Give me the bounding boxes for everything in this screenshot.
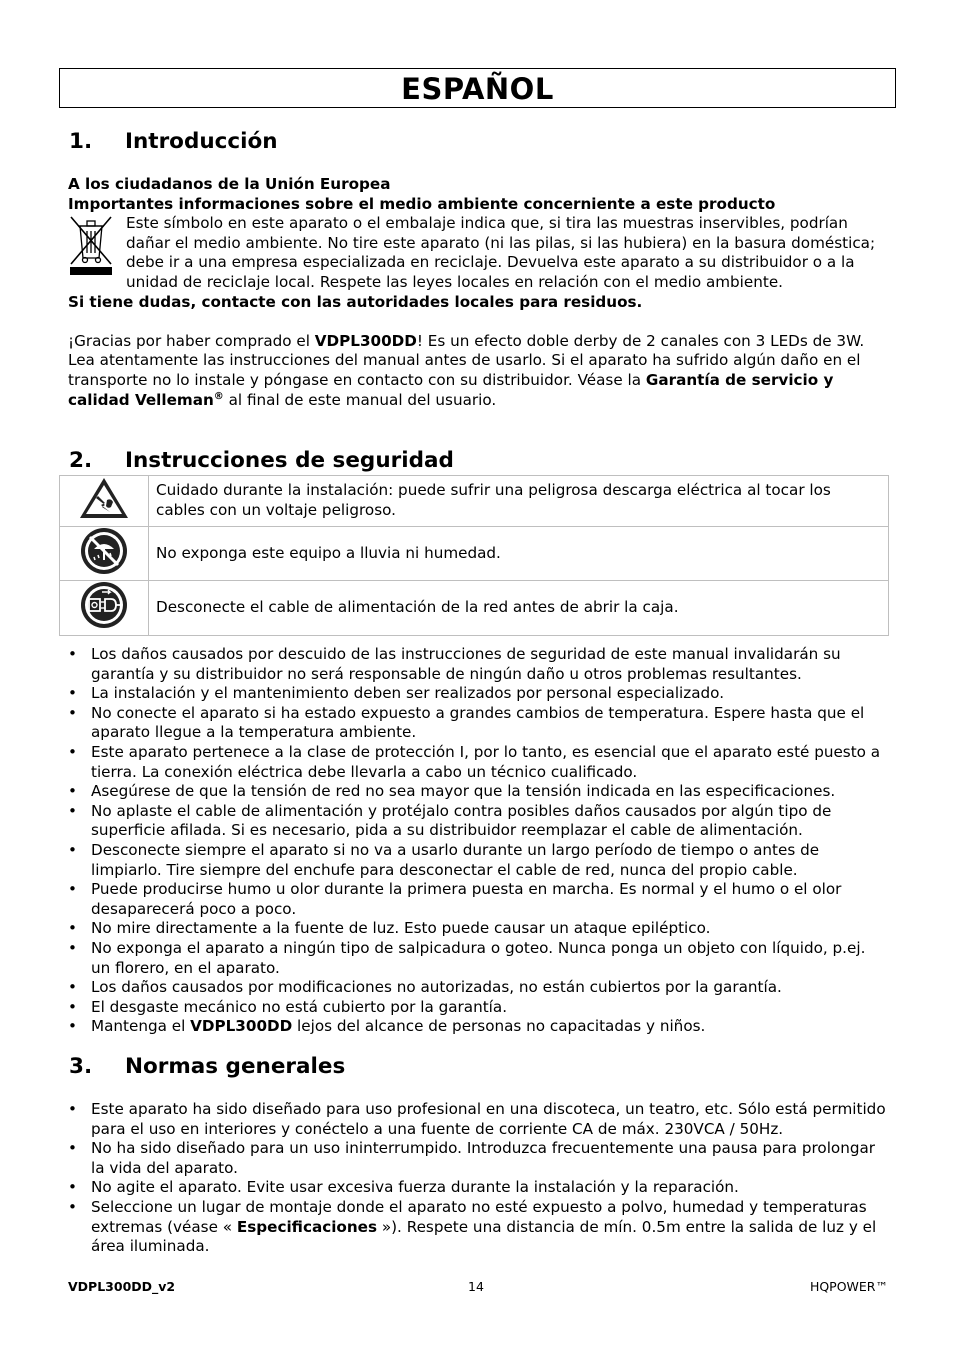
list-item: • Este aparato pertenece a la clase de protección I, por lo tanto, es esencial que el aparato esté puesto a tierra. La conexión eléctrica debe llevarla a cabo un técnico cualificado. [68, 743, 886, 782]
general-guidelines-list [68, 1100, 886, 1257]
safety-row [60, 476, 889, 527]
section-heading-intro [69, 129, 278, 155]
eu-heading: A los ciudadanos de la Unión Europea [68, 175, 391, 193]
page-title-box [59, 68, 896, 108]
list-item-text: lejos del alcance de personas no capacitadas y niños. [292, 1017, 706, 1036]
no-rain-moisture-icon [80, 527, 128, 575]
list-item-text: Mantenga el [91, 1017, 191, 1036]
safety-icon-cell [60, 581, 149, 636]
list-item: • Puede producirse humo u olor durante la primera puesta en marcha. Es normal y el humo o el olor desaparecerá poco a poco. [68, 880, 886, 919]
section-title: Introducción [125, 129, 278, 154]
safety-icon-cell [60, 526, 149, 581]
safety-instructions-list [68, 645, 886, 1037]
footer-brand: HQPOWER™ [809, 1279, 888, 1294]
list-item: • No exponga el aparato a ningún tipo de salpicadura o goteo. Nunca ponga un objeto con líquido, p.ej. un florero, en el aparato. [68, 939, 886, 978]
list-item: • Asegúrese de que la tensión de red no sea mayor que la tensión indicada en las especificaciones. [68, 782, 886, 802]
list-item: • No mire directamente a la fuente de luz. Esto puede causar un ataque epiléptico. [68, 919, 886, 939]
thanks-paragraph [68, 332, 884, 410]
list-item: • Desconecte siempre el aparato si no va a usarlo durante un largo período de tiempo o antes de limpiarlo. Tire siempre del enchufe para desconectar el cable de red, nunca del propio cable. [68, 841, 886, 880]
registered-mark: ® [213, 390, 224, 402]
list-item [68, 1017, 886, 1037]
list-item [68, 1198, 886, 1257]
weee-paragraph [68, 214, 884, 292]
section-number: 3. [69, 1054, 93, 1079]
page-title: ESPAÑOL [401, 72, 554, 106]
safety-icon-cell [60, 476, 149, 527]
thanks-text-2: ! Es un efecto doble derby de 2 canales con 3 LEDs de 3W. Lea atentamente las instrucciones del manual antes de usarlo. Si el aparato ha sufrido algún daño en el transporte no lo instale y póngase en contacto con su distribuidor. Véase la [68, 331, 865, 389]
list-item: • No agite el aparato. Evite usar excesiva fuerza durante la instalación y la reparación. [68, 1178, 886, 1198]
section-number: 2. [69, 448, 93, 473]
list-item: • Este aparato ha sido diseñado para uso profesional en una discoteca, un teatro, etc. Sólo está permitido para el uso en interiores y conéctelo a una fuente de corriente CA de máx. 230VCA / 50Hz. [68, 1100, 886, 1139]
weee-text: Este símbolo en este aparato o el embalaje indica que, si tira las muestras inservibles, podrían dañar el medio ambiente. No tire este aparato (ni las pilas, si las hubiera) en la basura doméstica; debe ir a una empresa especializada en reciclaje. Devuelva este aparato a su distribuidor o a la unidad de reciclaje local. Respete las leyes locales en relación con el medio ambiente. [126, 214, 876, 291]
unplug-mains-icon [80, 581, 128, 629]
list-item: • No conecte el aparato si ha estado expuesto a grandes cambios de temperatura. Espere hasta que el aparato llegue a la temperatura ambiente. [68, 704, 886, 743]
footer-document-id: VDPL300DD_v2 [68, 1279, 176, 1294]
electric-shock-warning-icon [78, 476, 130, 520]
list-item: • Los daños causados por modificaciones no autorizadas, no están cubiertos por la garantía. [68, 978, 886, 998]
model-name: VDPL300DD [314, 331, 417, 350]
model-name: VDPL300DD [190, 1017, 293, 1036]
section-title: Normas generales [125, 1054, 346, 1079]
section-heading-general [69, 1054, 345, 1080]
intro-block [68, 175, 884, 410]
safety-row [60, 526, 889, 581]
env-heading: Importantes informaciones sobre el medio ambiente concerniente a este producto [68, 194, 776, 213]
section-number: 1. [69, 129, 93, 154]
thanks-text-3: al final de este manual del usuario. [223, 390, 497, 409]
safety-row [60, 581, 889, 636]
specifications-reference: Especificaciones [236, 1217, 377, 1236]
list-item: • Los daños causados por descuido de las instrucciones de seguridad de este manual invalidarán su garantía y su distribuidor no será responsable de ningún daño u otros problemas resultantes. [68, 645, 886, 684]
footer-page-number: 14 [468, 1279, 484, 1294]
section-heading-safety [69, 448, 454, 474]
list-item: • No aplaste el cable de alimentación y protéjalo contra posibles daños causados por algún tipo de superficie afilada. Si es necesario, pida a su distribuidor reemplazar el cable de alimentación. [68, 802, 886, 841]
local-authorities-note: Si tiene dudas, contacte con las autoridades locales para residuos. [68, 292, 643, 311]
thanks-text-1: ¡Gracias por haber comprado el [68, 331, 315, 350]
list-item: • No ha sido diseñado para un uso ininterrumpido. Introduzca frecuentemente una pausa para prolongar la vida del aparato. [68, 1139, 886, 1178]
list-item-text: »). Respete una distancia de mín. 0.5m entre la salida de luz y el área iluminada. [91, 1217, 877, 1256]
safety-text-cell: No exponga este equipo a lluvia ni humedad. [149, 526, 889, 581]
safety-symbols-table [59, 475, 889, 636]
safety-text-cell: Desconecte el cable de alimentación de la red antes de abrir la caja. [149, 581, 889, 636]
crossed-bin-icon [68, 214, 114, 276]
list-item: • La instalación y el mantenimiento deben ser realizados por personal especializado. [68, 684, 886, 704]
section-title: Instrucciones de seguridad [125, 448, 454, 473]
safety-text-cell: Cuidado durante la instalación: puede sufrir una peligrosa descarga eléctrica al tocar los cables con un voltaje peligroso. [149, 476, 889, 527]
warranty-reference: Garantía de servicio y calidad Velleman [68, 370, 834, 409]
list-item: • El desgaste mecánico no está cubierto por la garantía. [68, 998, 886, 1018]
list-item-text: Seleccione un lugar de montaje donde el aparato no esté expuesto a polvo, humedad y temperaturas extremas (véase « [91, 1197, 867, 1236]
